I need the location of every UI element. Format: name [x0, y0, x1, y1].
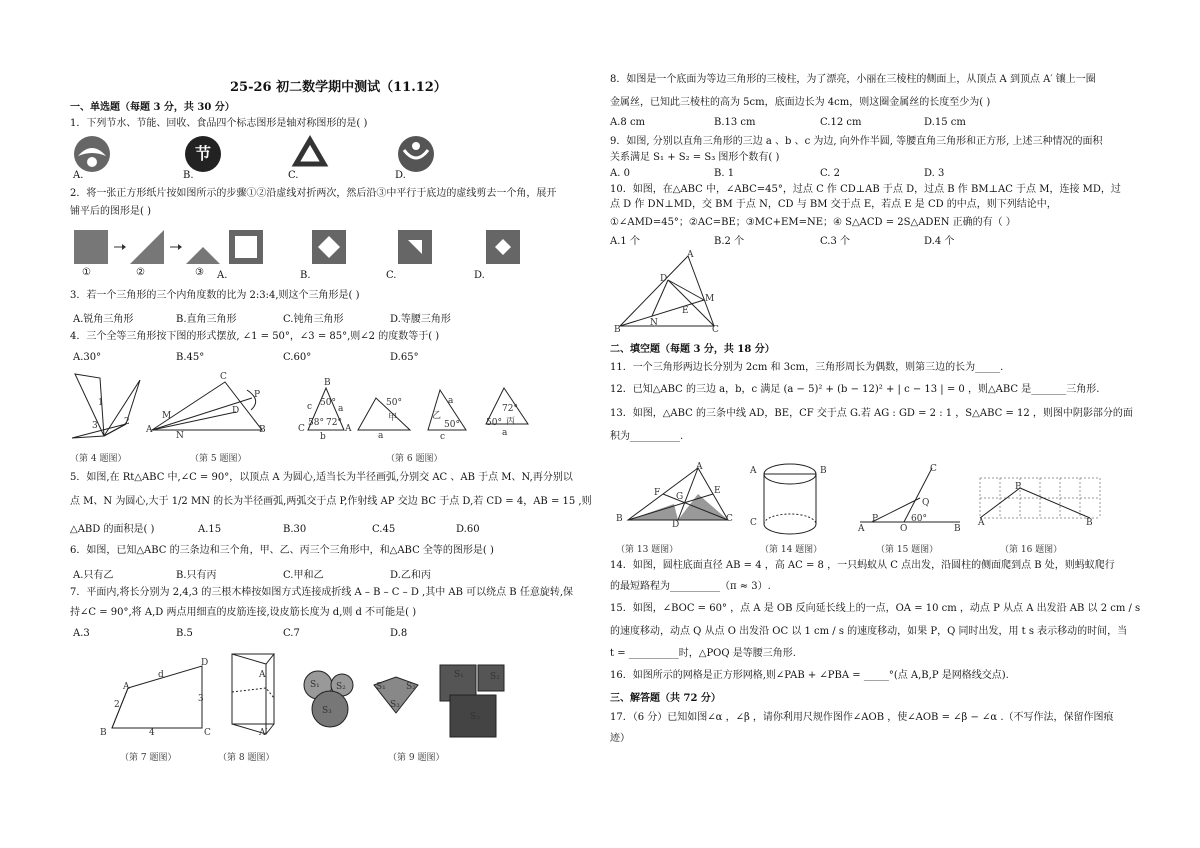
q13-label-f: F — [654, 488, 661, 498]
q7-caption: （第 7 题图） — [120, 753, 177, 763]
q10-label-e: E — [682, 306, 689, 316]
q6-jia-side: a — [378, 431, 384, 441]
q5-caption: （第 5 题图） — [190, 454, 247, 464]
q10-label-c: C — [712, 325, 719, 335]
section-answer: 三、解答题（共 72 分） — [610, 693, 721, 704]
q6-bing-label: 丙 — [506, 417, 516, 427]
q4-label-3: 3 — [92, 421, 98, 431]
q9-triangle-s1: S₁ — [376, 682, 386, 692]
q9-shapes-figure — [300, 655, 520, 737]
q3-option-a: A.锐角三角形 — [73, 314, 134, 325]
q6-bing-side: a — [502, 428, 508, 438]
q10-option-a: A.1 个 — [610, 236, 640, 247]
q15-label-c: C — [930, 464, 937, 474]
q6-angle-b: 50° — [320, 398, 336, 408]
q4-label-2: 2 — [124, 417, 130, 427]
q7-polyline-figure — [102, 660, 212, 732]
q13-label-d: D — [672, 520, 680, 530]
q2-option-d: D. — [474, 270, 485, 281]
q1-option-b: B. — [183, 170, 194, 181]
q5-label-a: A — [146, 425, 153, 435]
section-fill-in: 二、填空题（每题 3 分，共 18 分） — [610, 344, 775, 355]
q14-caption: （第 14 题图） — [760, 545, 823, 555]
q1-option-c: C. — [288, 170, 299, 181]
q13-label-g: G — [676, 492, 684, 502]
q17-line1: 17．（6 分）已知如图∠α ，∠β ，请你利用尺规作图作∠AOB ，使∠AOB = ∠β − ∠α .（不写作法，保留作图痕 — [610, 712, 1114, 723]
q2-step-3: ③ — [195, 267, 204, 278]
q14-label-c: C — [750, 518, 757, 528]
q14-label-a: A — [750, 466, 757, 476]
q10-triangle-figure — [618, 254, 728, 330]
q17-line2: 迹） — [610, 733, 630, 744]
q5-label-d: D — [232, 406, 240, 416]
q2-step-2: ② — [136, 267, 145, 278]
q7-side-3: 3 — [198, 694, 204, 704]
q9-option-a: A. 0 — [610, 168, 630, 179]
q9-semicircle-s3: S₃ — [322, 706, 332, 716]
q5-label-m: M — [162, 411, 172, 421]
q16-label-a: A — [978, 518, 985, 528]
q9-triangle-s3: S₃ — [390, 700, 400, 710]
q5-label-p: P — [254, 390, 261, 400]
q7-side-4: 4 — [149, 728, 155, 738]
q6-yi-side-c: c — [440, 432, 446, 442]
q16-label-b: B — [1086, 518, 1093, 528]
svg-text:节: 节 — [194, 144, 212, 163]
q7-label-a: A — [123, 682, 130, 692]
q15-label-p: P — [872, 514, 879, 524]
q1-logos-figure — [70, 132, 470, 177]
q2-option-a: A. — [217, 270, 228, 281]
q13-caption: （第 13 题图） — [616, 545, 679, 555]
q2-option-c: C. — [386, 270, 397, 281]
q10-label-m: M — [705, 294, 715, 304]
energy-saving-logo-icon — [185, 136, 221, 172]
q13-line1: 13．如图，△ABC 的三条中线 AD，BE，CF 交于点 G.若 AG : GD = 2 : 1 ，S△ABC = 12 ，则图中阴影部分的面 — [610, 408, 1133, 419]
q15-caption: （第 15 题图） — [876, 545, 939, 555]
q15-line2: 的速度移动，动点 Q 从点 O 出发沿 OC 以 1 cm / s 的速度移动，如果 P，Q 同时出发，用 t s 表示移动的时间，当 — [610, 626, 1128, 637]
q9-square-s3: S₃ — [470, 712, 480, 722]
q8-prism-figure — [230, 652, 280, 736]
q2-folding-figure — [74, 230, 534, 272]
q12-stem: 12．已知△ABC 的三边 a，b，c 满足 (a − 5)² + (b − 12)² + | c − 13 | = 0 ，则△ABC 是_______三角形. — [610, 384, 1100, 395]
q7-line1: 7．平面内,将长分别为 2,4,3 的三根木棒按如图方式连接成折线 A – B – C – D ,其中 AB 可以绕点 B 任意旋转,保 — [70, 587, 574, 598]
q10-label-n: N — [650, 318, 658, 328]
q4-caption: （第 4 题图） — [70, 454, 127, 464]
q1-option-d: D. — [395, 170, 406, 181]
q5-line3: △ABD 的面积是( ) — [70, 524, 155, 535]
q6-label-c: C — [298, 424, 305, 434]
q10-line3: ①∠AMD=45°；②AC=BE；③MC+EM=NE；④ S△ACD = 2S△ADEN 正确的有（ ） — [610, 217, 1016, 228]
q9-triangle-s2: S₂ — [406, 682, 416, 692]
q1-option-a: A. — [73, 170, 84, 181]
q3-stem: 3．若一个三角形的三个内角度数的比为 2:3:4,则这个三角形是( ) — [70, 290, 360, 301]
q15-line3: t = __________时，△POQ 是等腰三角形. — [610, 648, 796, 659]
q8-label-a-prime: A′ — [259, 728, 268, 738]
q10-option-d: D.4 个 — [924, 236, 955, 247]
q6-jia-label: 甲 — [388, 413, 398, 423]
q15-label-q: Q — [922, 498, 930, 508]
q16-stem: 16．如图所示的网格是正方形网格,则∠PAB + ∠PBA = _____°(点 A,B,P 是网格线交点). — [610, 670, 1009, 681]
q5-option-a: A.15 — [198, 524, 222, 535]
q5-option-d: D.60 — [456, 524, 480, 535]
q9-semicircle-s1: S₁ — [310, 680, 320, 690]
q13-triangle-figure — [618, 466, 728, 524]
water-saving-logo-icon — [74, 136, 110, 172]
q3-option-b: B.直角三角形 — [176, 314, 237, 325]
page-title: 25-26 初二数学期中测试（11.12） — [230, 80, 447, 95]
q5-label-n: N — [176, 431, 184, 441]
q5-label-b: B — [259, 425, 266, 435]
q4-triangles-figure — [70, 372, 150, 442]
q1-stem: 1．下列节水、节能、回收、食品四个标志图形是轴对称图形的是( ) — [70, 118, 368, 129]
q5-line1: 5．如图,在 Rt△ABC 中,∠C = 90°，以顶点 A 为圆心,适当长为半径画弧,分别交 AC 、AB 于点 M、N,再分别以 — [70, 472, 573, 483]
q14-cylinder-figure — [760, 462, 820, 536]
q11-stem: 11．一个三角形两边长分别为 2cm 和 3cm，三角形周长为偶数，则第三边的长为_____. — [610, 362, 1004, 373]
q6-yi-label: 乙 — [432, 411, 442, 421]
q10-line1: 10．如图，在△ABC 中，∠ABC=45°，过点 C 作 CD⊥AB 于点 D，过点 B 作 BM⊥AC 于点 M，连接 MD，过 — [610, 184, 1121, 195]
q13-line2: 积为__________. — [610, 431, 684, 442]
q6-bing-angle-bottom: 50° — [486, 418, 502, 428]
q9-line1: 9．如图, 分别以直角三角形的三边 a 、b 、c 为边, 向外作半圆, 等腰直角三角形和正方形, 上述三种情况的面积 — [610, 136, 1103, 147]
q5-line2: 点 M、N 为圆心,大于 1/2 MN 的长为半径画弧,两弧交于点 P,作射线 AP 交边 BC 于点 D,若 CD = 4，AB = 15 ,则 — [70, 496, 592, 507]
q4-option-c: C.60° — [283, 352, 312, 363]
q15-label-a: A — [858, 524, 865, 534]
q5-triangle-figure — [152, 380, 270, 435]
q4-option-a: A.30° — [73, 352, 102, 363]
q10-label-b: B — [614, 325, 621, 335]
q10-label-a: A — [687, 250, 694, 260]
recycle-logo-icon — [296, 140, 324, 164]
q15-line1: 15．如图，∠BOC = 60° ，点 A 是 OB 反向延长线上的一点，OA = 10 cm ，动点 P 从点 A 出发沿 AB 以 2 cm / s — [610, 603, 1141, 614]
q15-label-b: B — [954, 524, 961, 534]
q9-caption: （第 9 题图） — [388, 753, 445, 763]
q7-option-d: D.8 — [390, 628, 408, 639]
q6-option-a: A.只有乙 — [73, 570, 114, 581]
q15-label-o: O — [900, 524, 908, 534]
q6-bing-angle-top: 72° — [502, 404, 518, 414]
q9-line2: 关系满足 S₁ + S₂ = S₃ 图形个数有( ) — [610, 152, 780, 163]
q7-label-d: D — [201, 658, 209, 668]
q8-option-d: D.15 cm — [924, 117, 966, 128]
q6-caption: （第 6 题图） — [386, 454, 443, 464]
q7-label-d-side: d — [158, 670, 164, 680]
q7-line2: 持∠C = 90°,将 A,D 两点用细直的皮筋连接,设皮筋长度为 d,则 d 不可能是( ) — [70, 607, 417, 618]
q4-option-b: B.45° — [176, 352, 205, 363]
q14-line1: 14．如图，圆柱底面直径 AB = 4 ，高 AC = 8 ，一只蚂蚁从 C 点出发，沿圆柱的侧面爬到点 B 处，则蚂蚁爬行 — [610, 560, 1115, 571]
q10-line2: 点 D 作 DN⊥MD，交 BM 于点 N，CD 与 BM 交于点 E，若点 E 是 CD 的中点，则下列结论中， — [610, 199, 1057, 210]
q2-step-1: ① — [82, 267, 91, 278]
q6-yi-angle: 50° — [444, 420, 460, 430]
q10-label-d: D — [660, 274, 668, 284]
q9-square-s2: S₂ — [490, 672, 500, 682]
q13-label-e: E — [714, 486, 721, 496]
q7-option-a: A.3 — [73, 628, 90, 639]
q6-side-b: b — [320, 432, 326, 442]
q16-grid-figure — [980, 476, 1100, 520]
q14-label-b: B — [820, 466, 827, 476]
q7-option-b: B.5 — [176, 628, 193, 639]
q4-option-d: D.65° — [390, 352, 419, 363]
q2-line2: 铺平后的图形是( ) — [70, 206, 151, 217]
q9-option-d: D. 3 — [924, 168, 945, 179]
q5-label-c: C — [220, 372, 227, 382]
q2-line1: 2．将一张正方形纸片按如图所示的步骤①②沿虚线对折两次，然后沿③中平行于底边的虚线剪去一个角，展开 — [70, 188, 557, 199]
q6-option-b: B.只有丙 — [176, 570, 217, 581]
q2-option-b: B. — [300, 270, 311, 281]
q6-stem: 6．如图，已知△ABC 的三条边和三个角，甲、乙、丙三个三角形中，和△ABC 全等的图形是( ) — [70, 545, 494, 556]
q8-option-c: C.12 cm — [820, 117, 862, 128]
q6-side-a: a — [338, 404, 344, 414]
q13-label-c: C — [726, 514, 733, 524]
q8-label-a: A — [259, 670, 266, 680]
q9-option-b: B. 1 — [714, 168, 735, 179]
q9-square-s1: S₁ — [454, 670, 464, 680]
q3-option-d: D.等腰三角形 — [390, 314, 451, 325]
q15-label-60: 60° — [911, 514, 927, 524]
section-single-choice: 一、单选题（每题 3 分，共 30 分） — [70, 102, 235, 113]
q7-side-2: 2 — [114, 700, 120, 710]
q5-option-c: C.45 — [372, 524, 396, 535]
q7-label-b: B — [100, 728, 107, 738]
q6-angle-c: 58° — [308, 418, 324, 428]
q16-caption: （第 16 题图） — [1000, 545, 1063, 555]
q6-angle-a: 72° — [326, 418, 342, 428]
q5-option-b: B.30 — [283, 524, 307, 535]
q8-option-a: A.8 cm — [610, 117, 646, 128]
q6-option-d: D.乙和丙 — [390, 570, 431, 581]
q13-label-b: B — [616, 514, 623, 524]
q8-line1: 8．如图是一个底面为等边三角形的三棱柱，为了漂亮，小丽在三棱柱的侧面上，从顶点 A 到顶点 A′ 镶上一圈 — [610, 74, 1096, 85]
food-logo-icon — [398, 136, 434, 172]
q6-jia-angle: 50° — [386, 398, 402, 408]
q9-semicircle-s2: S₂ — [336, 682, 346, 692]
q3-option-c: C.钝角三角形 — [283, 314, 344, 325]
q6-option-c: C.甲和乙 — [283, 570, 324, 581]
q7-option-c: C.7 — [283, 628, 300, 639]
q6-label-a: A — [345, 424, 352, 434]
q16-label-p: P — [1015, 482, 1022, 492]
q7-label-c: C — [204, 728, 211, 738]
q13-label-a: A — [696, 462, 703, 472]
q4-label-1: 1 — [98, 398, 104, 408]
q6-label-b: B — [324, 378, 331, 388]
q6-yi-side-a: a — [448, 396, 454, 406]
q8-caption: （第 8 题图） — [218, 753, 275, 763]
q10-option-b: B.2 个 — [714, 236, 745, 247]
q9-option-c: C. 2 — [820, 168, 841, 179]
q8-option-b: B.13 cm — [714, 117, 756, 128]
q8-line2: 金属丝，已知此三棱柱的高为 5cm，底面边长为 4cm，则这圈金属丝的长度至少为( ) — [610, 97, 991, 108]
q4-stem: 4．三个全等三角形按下图的形式摆放, ∠1 = 50°，∠3 = 85°,则∠2 的度数等于( ) — [70, 331, 440, 342]
q6-side-c: c — [307, 402, 313, 412]
q14-line2: 的最短路程为__________（π ≈ 3）. — [610, 581, 771, 592]
q10-option-c: C.3 个 — [820, 236, 851, 247]
